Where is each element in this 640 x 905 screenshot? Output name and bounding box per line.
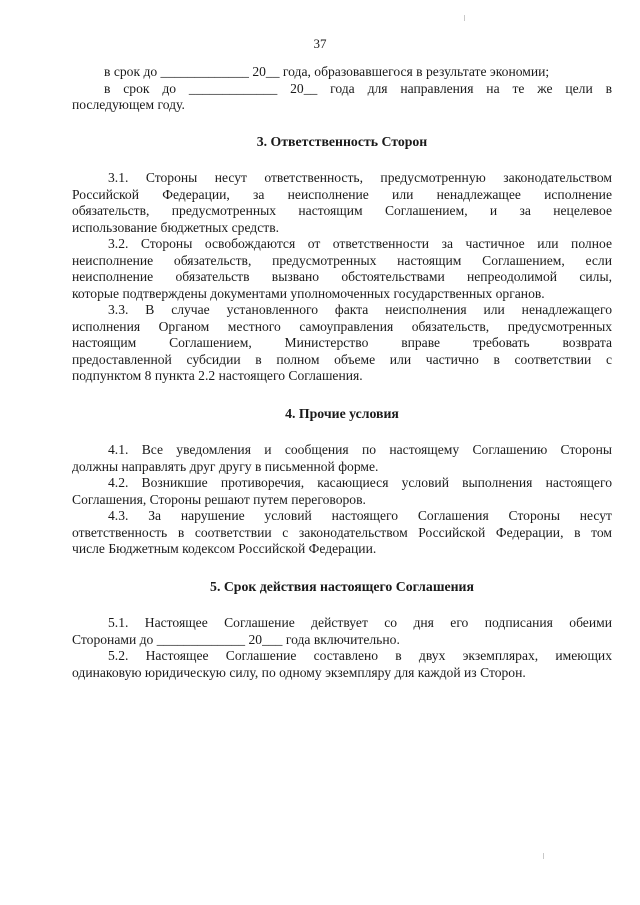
deadline-line-economy: в срок до _____________ 20__ года, образовавшегося в результате экономии;: [104, 64, 550, 79]
text-line: подпунктом 8 пункта 2.2 настоящего Соглашения.: [72, 368, 363, 383]
text-line: 3.3. В случае установленного факта неисполнения или ненадлежащего: [108, 302, 612, 317]
text-line: предоставленной субсидии в полном объеме или частично в соответствии с: [72, 351, 612, 367]
clause-3-1: [72, 170, 612, 236]
text-line: неисполнение обязательств вызвано обстоятельствами непреодолимой силы,: [72, 269, 612, 284]
text-line: Сторонами до _____________ 20___ года включительно.: [72, 631, 400, 647]
scan-speck: [543, 853, 544, 859]
clause-5-1: [72, 615, 612, 648]
text-line: Российской Федерации, за неисполнение или ненадлежащее исполнение: [72, 186, 612, 202]
clause-4-2: [72, 475, 612, 508]
text-line: числе Бюджетным кодексом Российской Федерации.: [72, 541, 377, 556]
text-line: использование бюджетных средств.: [72, 219, 280, 235]
text-line: неисполнение обязательств, предусмотренных настоящим Соглашением, если: [72, 252, 612, 268]
section-5-heading: 5. Срок действия настоящего Соглашения: [210, 578, 474, 594]
text-line: 5.2. Настоящее Соглашение составлено в двух экземплярах, имеющих: [108, 648, 612, 663]
text-line: Соглашения, Стороны решают путем переговоров.: [72, 491, 366, 507]
text-line: которые подтверждены документами уполномоченных государственных органов.: [72, 285, 545, 301]
text-line: 4.2. Возникшие противоречия, касающиеся условий выполнения настоящего: [108, 475, 612, 490]
deadline-line-next-year: в срок до _____________ 20__ года для направления на те же цели в: [104, 80, 612, 96]
text-line: обязательств, предусмотренных настоящим Соглашением, и за нецелевое: [72, 203, 612, 218]
clause-5-2: [72, 648, 612, 681]
text-line: одинаковую юридическую силу, по одному экземпляру для каждой из Сторон.: [72, 664, 526, 680]
text-line: 3.1. Стороны несут ответственность, предусмотренную законодательством: [108, 170, 612, 185]
text-line: 4.1. Все уведомления и сообщения по настоящему Соглашению Стороны: [108, 442, 612, 457]
text-line: 4.3. За нарушение условий настоящего Соглашения Стороны несут: [108, 508, 612, 523]
text-line: 5.1. Настоящее Соглашение действует со дня его подписания обеими: [108, 615, 612, 630]
clause-3-2: [72, 236, 612, 302]
scan-speck: [464, 15, 465, 21]
text-line: настоящим Соглашением, Министерство вправе требовать возврата: [72, 335, 612, 350]
text-line: 3.2. Стороны освобождаются от ответственности за частичное или полное: [108, 236, 612, 251]
section-3-heading: 3. Ответственность Сторон: [256, 133, 428, 149]
section-4-heading: 4. Прочие условия: [285, 405, 399, 421]
text-line: ответственность в соответствии с законодательством Российской Федерации, в том: [72, 524, 612, 540]
text-line: исполнения Органом местного самоуправления обязательств, предусмотренных: [72, 318, 612, 334]
page-number: 37: [313, 36, 327, 51]
funding-deadlines: [72, 64, 612, 114]
clause-4-1: [72, 442, 612, 475]
deadline-line-next-year-cont: последующем году.: [72, 97, 185, 112]
clause-3-3: [72, 302, 612, 385]
text-line: должны направлять друг другу в письменной форме.: [72, 458, 379, 474]
clause-4-3: [72, 508, 612, 558]
document-body: [72, 64, 612, 681]
